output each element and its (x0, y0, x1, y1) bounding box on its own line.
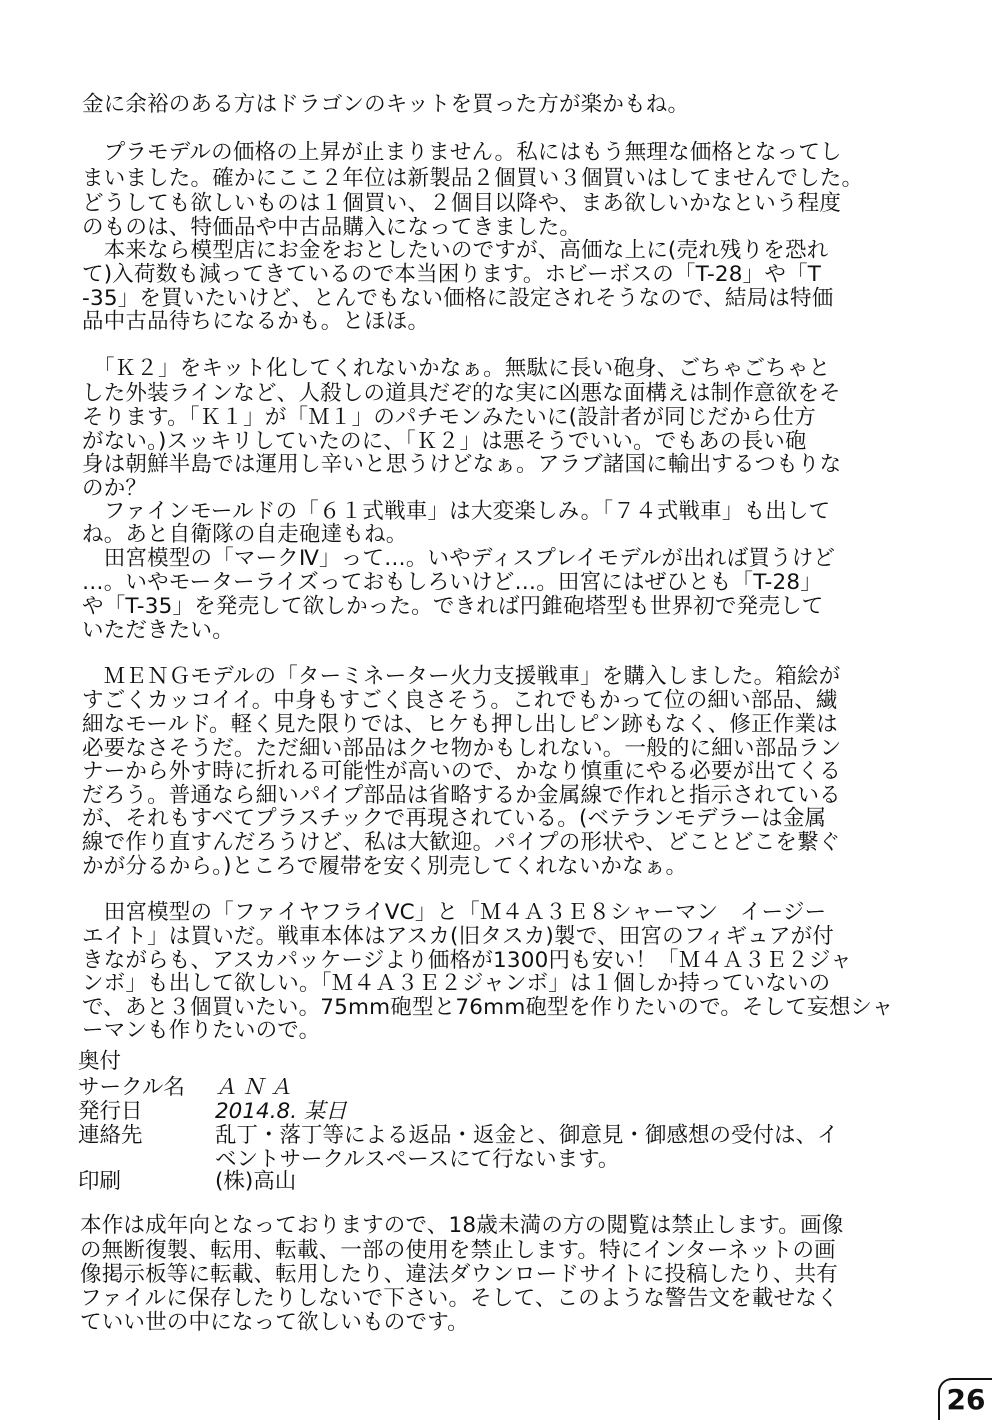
notice-line: の無断復製、転用、転載、一部の使用を禁止します。特にインターネットの画 (80, 1238, 836, 1263)
colophon-heading: 奥付 (78, 1049, 122, 1074)
text-line: だろう。普通なら細いパイプ部品は省略するか金属線で作れと指示されている (82, 783, 841, 808)
text-line: 身は朝鮮半島では運用し辛いと思うけどなぁ。アラブ諸国に輸出するつもりな (82, 452, 842, 477)
printer-label: 印刷 (78, 1169, 122, 1194)
text-line: きながらも、アスカパッケージより価格が1300円も安い！「Ｍ４Ａ３Ｅ２ジャ (82, 948, 852, 973)
text-line: 品中古品待ちになるかも。とほほ。 (82, 309, 430, 334)
text-line: で、あと３個買いたい。75mm砲型と76mm砲型を作りたいので。そして妄想シャ (82, 995, 894, 1020)
text-line: どうしても欲しいものは１個買い、２個目以降や、まあ欲しいかなという程度 (82, 191, 842, 216)
publish-date-label: 発行日 (78, 1099, 143, 1124)
text-line: ファインモールドの「６１式戦車」は大変楽しみ。「７４式戦車」も出して (82, 499, 831, 524)
text-line: ンボ」も出して欲しい。「Ｍ４Ａ３Ｅ２ジャンボ」は１個しか持っていないの (82, 971, 831, 996)
notice-line: ファイルに保存したりしないで下さい。そして、このような警告文を載せなく (80, 1286, 839, 1311)
page-number: 26 (938, 1378, 992, 1420)
text-line: ナーから外す時に折れる可能性が高いので、かなり慎重にやる必要が出てくる (82, 759, 842, 784)
contact-label: 連絡先 (78, 1123, 143, 1148)
text-line: や「T-35」を発売して欲しかった。できれば円錐砲塔型も世界初で発売して (82, 594, 824, 619)
text-line: まいました。確かにここ２年位は新製品２個買い３個買いはしてませんでした。 (82, 166, 864, 191)
text-line: すごくカッコイイ。中身もすごく良さそう。これでもかって位の細い部品、繊 (82, 688, 838, 713)
text-line: 金に余裕のある方はドラゴンのキットを買った方が楽かもね。 (82, 92, 690, 117)
circle-name-label: サークル名 (78, 1075, 185, 1100)
printer-value: (株)高山 (215, 1169, 297, 1194)
text-line: した外装ラインなど、人殺しの道具だぞ的な実に凶悪な面構えは制作意欲をそ (82, 381, 841, 406)
notice-line: 本作は成年向となっておりますので、18歳未満の方の閲覧は禁止します。画像 (80, 1213, 844, 1238)
text-line: が、それもすべてプラスチックで再現されている。(ベテランモデラーは金属 (82, 806, 827, 831)
text-line: 必要なさそうだ。ただ細い部品はクセ物かもしれない。一般的に細い部品ラン (82, 736, 842, 761)
text-line: 線で作り直すんだろうけど、私は大歓迎。パイプの形状や、どことどこを繋ぐ (82, 830, 841, 855)
text-line: ね。あと自衛隊の自走砲達もね。 (82, 522, 408, 547)
publish-date-value: 2014.8. 某日 (215, 1099, 347, 1124)
text-line: ＭＥＮＧモデルの「ターミネーター火力支援戦車」を購入しました。箱絵が (82, 664, 841, 689)
text-line: ーマンも作りたいので。 (82, 1018, 321, 1043)
contact-value: 乱丁・落丁等による返品・返金と、御意見・御感想の受付は、イ (215, 1123, 839, 1148)
text-line: がない。)スッキリしていたのに、「Ｋ２」は悪そうでいい。でもあの長い砲 (82, 429, 807, 454)
text-line: かが分るから。)ところで履帯を安く別売してくれないかなぁ。 (82, 854, 688, 879)
text-line: …。いやモーターライズっておもしろいけど…。田宮にはぜひとも「T-28」 (82, 570, 822, 595)
text-line: いただきたい。 (82, 618, 234, 643)
text-line: そります。「Ｋ１」が「Ｍ１」のパチモンみたいに(設計者が同じだから仕方 (82, 405, 816, 430)
text-line: 田宮模型の「マークⅣ」って…。いやディスプレイモデルが出れば買うけど (82, 546, 836, 571)
text-line: 「Ｋ２」をキット化してくれないかなぁ。無駄に長い砲身、ごちゃごちゃと (82, 356, 831, 381)
text-line: -35」を買いたいけど、とんでもない価格に設定されそうなので、結局は特価 (82, 286, 834, 311)
text-line: 本来なら模型店にお金をおとしたいのですが、高価な上に(売れ残りを恐れ (82, 238, 829, 263)
notice-line: 像掲示板等に転載、転用したり、違法ダウンロードサイトに投稿したり、共有 (80, 1262, 838, 1287)
text-line: 田宮模型の「ファイヤフライVC」と「Ｍ４Ａ３Ｅ８シャーマン イージー (82, 900, 827, 925)
text-line: プラモデルの価格の上昇が止まりません。私にはもう無理な価格となってし (82, 140, 842, 165)
text-line: のか？ (82, 476, 148, 501)
text-line: 細なモールド。軽く見た限りでは、ヒケも押し出しピン跡もなく、修正作業は (82, 712, 838, 737)
text-line: のものは、特価品や中古品購入になってきました。 (82, 215, 582, 240)
text-line: て)入荷数も減ってきているので本当困ります。ホビーボスの「T-28」や「T (82, 262, 822, 287)
notice-line: ていい世の中になって欲しいものです。 (80, 1310, 469, 1335)
text-line: エイト」は買いだ。戦車本体はアスカ(旧タスカ)製で、田宮のフィギュアが付 (82, 924, 834, 949)
contact-value-cont: ベントサークルスペースにて行ないます。 (215, 1147, 620, 1172)
circle-name-value: ＡＮＡ (215, 1075, 298, 1100)
